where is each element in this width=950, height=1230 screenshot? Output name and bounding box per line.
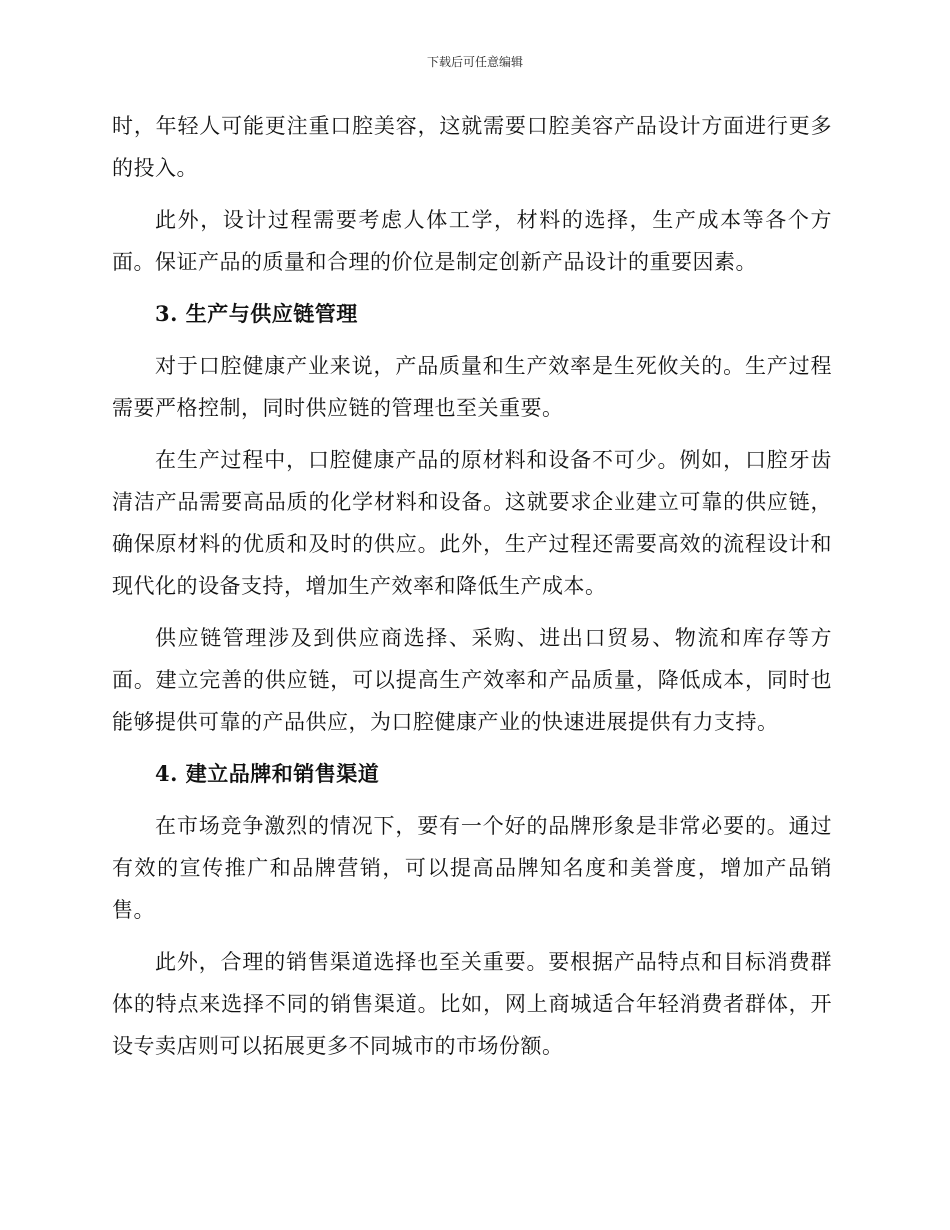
section-heading-production-supply-chain: 3. 生产与供应链管理 — [155, 301, 358, 326]
paragraph-supply-chain-management: 供应链管理涉及到供应商选择、采购、进出口贸易、物流和库存等方面。建立完善的供应链，可以提高生产效率和产品质量，降低成本，同时也能够提供可靠的产品供应，为口腔健康产业的快速进展提供有力支持。 — [112, 626, 832, 734]
paragraph-sales-channels: 此外，合理的销售渠道选择也至关重要。要根据产品特点和目标消费群体的特点来选择不同的销售渠道。比如，网上商城适合年轻消费者群体，开设专卖店则可以拓展更多不同城市的市场份额。 — [112, 950, 832, 1058]
paragraph-design-considerations: 此外，设计过程需要考虑人体工学，材料的选择，生产成本等各个方面。保证产品的质量和合理的价位是制定创新产品设计的重要因素。 — [112, 208, 832, 274]
paragraph-production-process: 在生产过程中，口腔健康产品的原材料和设备不可少。例如，口腔牙齿清洁产品需要高品质的化学材料和设备。这就要求企业建立可靠的供应链，确保原材料的优质和及时的供应。此外，生产过程还需要高效的流程设计和现代化的设备支持，增加生产效率和降低生产成本。 — [112, 448, 832, 598]
paragraph-brand-image: 在市场竞争激烈的情况下，要有一个好的品牌形象是非常必要的。通过有效的宣传推广和品牌营销，可以提高品牌知名度和美誉度，增加产品销售。 — [112, 814, 832, 922]
section-heading-brand-sales-channels: 4. 建立品牌和销售渠道 — [155, 761, 380, 786]
page-header: 下载后可任意编辑 — [426, 55, 523, 69]
paragraph-production-quality: 对于口腔健康产业来说，产品质量和生产效率是生死攸关的。生产过程需要严格控制，同时供应链的管理也至关重要。 — [112, 354, 832, 420]
paragraph-continuation: 时，年轻人可能更注重口腔美容，这就需要口腔美容产品设计方面进行更多的投入。 — [112, 114, 832, 180]
document-body — [112, 105, 832, 1077]
